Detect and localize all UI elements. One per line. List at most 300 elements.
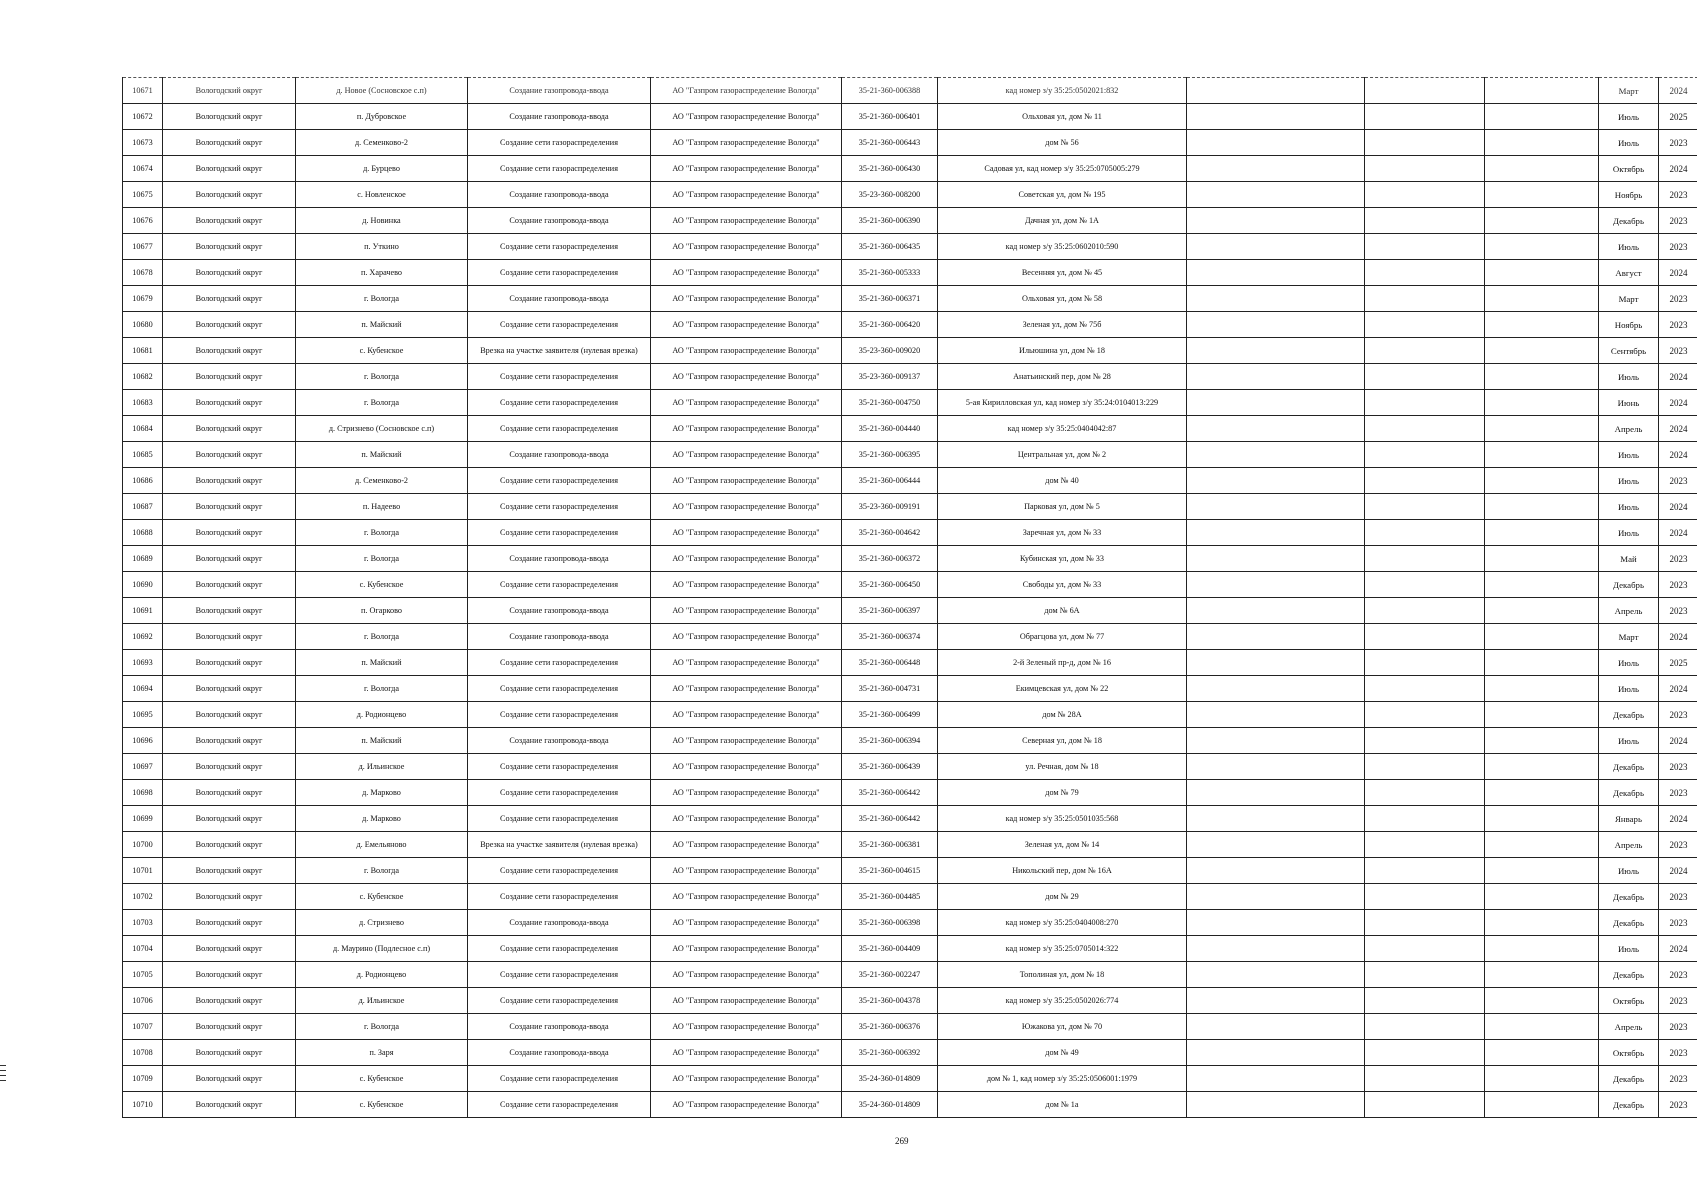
- cell-month: Декабрь: [1599, 1092, 1659, 1118]
- cell-application-number: 35-21-360-005333: [842, 260, 938, 286]
- table-row: [123, 234, 1697, 260]
- cell-organization: АО "Газпром газораспределение Вологда": [651, 728, 842, 754]
- cell-row-number: 10675: [123, 182, 163, 208]
- cell-district: Вологодский округ: [163, 572, 296, 598]
- cell-organization: АО "Газпром газораспределение Вологда": [651, 494, 842, 520]
- cell-address: Южакова ул, дом № 70: [938, 1014, 1187, 1040]
- cell-empty: [1365, 130, 1485, 156]
- cell-work-type: Создание сети газораспределения: [468, 676, 651, 702]
- cell-year: 2023: [1659, 468, 1697, 494]
- cell-application-number: 35-21-360-004750: [842, 390, 938, 416]
- cell-month: Июнь: [1599, 390, 1659, 416]
- cell-year: 2023: [1659, 1092, 1697, 1118]
- cell-application-number: 35-21-360-006430: [842, 156, 938, 182]
- cell-empty: [1485, 1066, 1599, 1092]
- cell-empty: [1365, 650, 1485, 676]
- cell-settlement: с. Кубенское: [296, 338, 468, 364]
- cell-empty: [1187, 858, 1365, 884]
- table-row: [123, 286, 1697, 312]
- cell-organization: АО "Газпром газораспределение Вологда": [651, 468, 842, 494]
- cell-address: дом № 28А: [938, 702, 1187, 728]
- cell-row-number: 10676: [123, 208, 163, 234]
- cell-settlement: п. Харачево: [296, 260, 468, 286]
- cell-month: Декабрь: [1599, 780, 1659, 806]
- cell-settlement: д. Ильинское: [296, 754, 468, 780]
- cell-organization: АО "Газпром газораспределение Вологда": [651, 832, 842, 858]
- cell-address: Дачная ул, дом № 1А: [938, 208, 1187, 234]
- cell-work-type: Создание сети газораспределения: [468, 806, 651, 832]
- table-row: [123, 364, 1697, 390]
- cell-year: 2025: [1659, 104, 1697, 130]
- cell-year: 2023: [1659, 546, 1697, 572]
- cell-empty: [1365, 260, 1485, 286]
- cell-organization: АО "Газпром газораспределение Вологда": [651, 624, 842, 650]
- cell-settlement: п. Дубровское: [296, 104, 468, 130]
- cell-empty: [1187, 598, 1365, 624]
- cell-year: 2023: [1659, 780, 1697, 806]
- cell-year: 2023: [1659, 286, 1697, 312]
- cell-district: Вологодский округ: [163, 858, 296, 884]
- cell-empty: [1187, 78, 1365, 104]
- cell-district: Вологодский округ: [163, 1092, 296, 1118]
- cell-work-type: Создание сети газораспределения: [468, 234, 651, 260]
- cell-application-number: 35-21-360-006371: [842, 286, 938, 312]
- cell-year: 2023: [1659, 312, 1697, 338]
- cell-organization: АО "Газпром газораспределение Вологда": [651, 1040, 842, 1066]
- cell-address: дом № 1а: [938, 1092, 1187, 1118]
- table-row: [123, 988, 1697, 1014]
- cell-empty: [1187, 468, 1365, 494]
- cell-district: Вологодский округ: [163, 468, 296, 494]
- cell-empty: [1187, 884, 1365, 910]
- cell-empty: [1365, 182, 1485, 208]
- cell-year: 2024: [1659, 416, 1697, 442]
- cell-empty: [1485, 572, 1599, 598]
- cell-empty: [1187, 286, 1365, 312]
- cell-empty: [1187, 728, 1365, 754]
- table-row: [123, 312, 1697, 338]
- cell-empty: [1365, 1066, 1485, 1092]
- cell-district: Вологодский округ: [163, 676, 296, 702]
- cell-address: кад номер з/у 35:25:0404008:270: [938, 910, 1187, 936]
- cell-address: дом № 29: [938, 884, 1187, 910]
- table-row: [123, 884, 1697, 910]
- cell-address: дом № 56: [938, 130, 1187, 156]
- cell-empty: [1187, 806, 1365, 832]
- cell-settlement: г. Вологда: [296, 286, 468, 312]
- cell-row-number: 10692: [123, 624, 163, 650]
- cell-empty: [1485, 364, 1599, 390]
- cell-empty: [1365, 858, 1485, 884]
- cell-empty: [1187, 156, 1365, 182]
- cell-address: Зеленая ул, дом № 14: [938, 832, 1187, 858]
- cell-month: Июль: [1599, 650, 1659, 676]
- cell-empty: [1485, 468, 1599, 494]
- cell-district: Вологодский округ: [163, 312, 296, 338]
- table-row: [123, 910, 1697, 936]
- cell-district: Вологодский округ: [163, 260, 296, 286]
- cell-address: кад номер з/у 35:25:0502021:832: [938, 78, 1187, 104]
- cell-application-number: 35-23-360-008200: [842, 182, 938, 208]
- cell-work-type: Создание сети газораспределения: [468, 650, 651, 676]
- cell-empty: [1365, 442, 1485, 468]
- cell-organization: АО "Газпром газораспределение Вологда": [651, 156, 842, 182]
- cell-year: 2024: [1659, 78, 1697, 104]
- cell-year: 2023: [1659, 702, 1697, 728]
- cell-empty: [1365, 156, 1485, 182]
- data-table: [122, 77, 1697, 1118]
- cell-district: Вологодский округ: [163, 754, 296, 780]
- cell-empty: [1187, 364, 1365, 390]
- cell-application-number: 35-24-360-014809: [842, 1092, 938, 1118]
- cell-year: 2023: [1659, 1040, 1697, 1066]
- cell-empty: [1365, 468, 1485, 494]
- cell-row-number: 10706: [123, 988, 163, 1014]
- cell-empty: [1485, 312, 1599, 338]
- cell-settlement: п. Надеево: [296, 494, 468, 520]
- cell-month: Октябрь: [1599, 988, 1659, 1014]
- cell-address: дом № 6А: [938, 598, 1187, 624]
- cell-empty: [1485, 780, 1599, 806]
- cell-address: Тополиная ул, дом № 18: [938, 962, 1187, 988]
- cell-empty: [1485, 1092, 1599, 1118]
- cell-year: 2024: [1659, 156, 1697, 182]
- cell-empty: [1485, 130, 1599, 156]
- cell-work-type: Создание сети газораспределения: [468, 416, 651, 442]
- scan-edge-marks: [0, 1065, 6, 1085]
- cell-district: Вологодский округ: [163, 832, 296, 858]
- cell-address: ул. Речная, дом № 18: [938, 754, 1187, 780]
- cell-organization: АО "Газпром газораспределение Вологда": [651, 598, 842, 624]
- cell-district: Вологодский округ: [163, 624, 296, 650]
- cell-empty: [1187, 104, 1365, 130]
- cell-district: Вологодский округ: [163, 546, 296, 572]
- cell-empty: [1485, 182, 1599, 208]
- cell-application-number: 35-21-360-006390: [842, 208, 938, 234]
- table-row: [123, 1040, 1697, 1066]
- cell-organization: АО "Газпром газораспределение Вологда": [651, 104, 842, 130]
- cell-district: Вологодский округ: [163, 1014, 296, 1040]
- cell-work-type: Создание газопровода-ввода: [468, 208, 651, 234]
- cell-year: 2023: [1659, 338, 1697, 364]
- cell-work-type: Создание сети газораспределения: [468, 1066, 651, 1092]
- cell-work-type: Создание сети газораспределения: [468, 390, 651, 416]
- cell-year: 2024: [1659, 364, 1697, 390]
- cell-organization: АО "Газпром газораспределение Вологда": [651, 520, 842, 546]
- cell-application-number: 35-21-360-006372: [842, 546, 938, 572]
- cell-settlement: д. Семенково-2: [296, 130, 468, 156]
- table-row: [123, 468, 1697, 494]
- cell-organization: АО "Газпром газораспределение Вологда": [651, 858, 842, 884]
- cell-month: Апрель: [1599, 598, 1659, 624]
- cell-address: Анатьинский пер, дом № 28: [938, 364, 1187, 390]
- table-row: [123, 780, 1697, 806]
- cell-month: Декабрь: [1599, 962, 1659, 988]
- cell-address: Никольский пер, дом № 16А: [938, 858, 1187, 884]
- cell-row-number: 10689: [123, 546, 163, 572]
- cell-district: Вологодский округ: [163, 806, 296, 832]
- cell-district: Вологодский округ: [163, 286, 296, 312]
- cell-settlement: с. Новленское: [296, 182, 468, 208]
- cell-application-number: 35-21-360-006443: [842, 130, 938, 156]
- cell-empty: [1365, 1040, 1485, 1066]
- cell-organization: АО "Газпром газораспределение Вологда": [651, 702, 842, 728]
- cell-month: Декабрь: [1599, 884, 1659, 910]
- cell-month: Июль: [1599, 494, 1659, 520]
- cell-empty: [1365, 702, 1485, 728]
- cell-month: Декабрь: [1599, 1066, 1659, 1092]
- cell-row-number: 10694: [123, 676, 163, 702]
- cell-district: Вологодский округ: [163, 962, 296, 988]
- cell-application-number: 35-21-360-006448: [842, 650, 938, 676]
- cell-district: Вологодский округ: [163, 416, 296, 442]
- table-row: [123, 130, 1697, 156]
- cell-empty: [1187, 130, 1365, 156]
- cell-row-number: 10702: [123, 884, 163, 910]
- cell-organization: АО "Газпром газораспределение Вологда": [651, 754, 842, 780]
- cell-district: Вологодский округ: [163, 936, 296, 962]
- cell-district: Вологодский округ: [163, 910, 296, 936]
- cell-district: Вологодский округ: [163, 104, 296, 130]
- cell-row-number: 10680: [123, 312, 163, 338]
- cell-row-number: 10707: [123, 1014, 163, 1040]
- table-row: [123, 1014, 1697, 1040]
- cell-month: Июль: [1599, 364, 1659, 390]
- cell-settlement: с. Кубенское: [296, 572, 468, 598]
- cell-empty: [1187, 442, 1365, 468]
- cell-settlement: д. Марково: [296, 780, 468, 806]
- cell-application-number: 35-21-360-006381: [842, 832, 938, 858]
- cell-empty: [1365, 884, 1485, 910]
- cell-row-number: 10671: [123, 78, 163, 104]
- cell-work-type: Создание сети газораспределения: [468, 936, 651, 962]
- cell-empty: [1485, 1040, 1599, 1066]
- cell-organization: АО "Газпром газораспределение Вологда": [651, 962, 842, 988]
- cell-empty: [1365, 364, 1485, 390]
- cell-settlement: п. Майский: [296, 728, 468, 754]
- cell-empty: [1187, 234, 1365, 260]
- cell-application-number: 35-21-360-004615: [842, 858, 938, 884]
- cell-application-number: 35-23-360-009020: [842, 338, 938, 364]
- cell-organization: АО "Газпром газораспределение Вологда": [651, 988, 842, 1014]
- cell-district: Вологодский округ: [163, 390, 296, 416]
- cell-empty: [1187, 182, 1365, 208]
- cell-empty: [1365, 104, 1485, 130]
- cell-organization: АО "Газпром газораспределение Вологда": [651, 676, 842, 702]
- cell-work-type: Врезка на участке заявителя (нулевая врезка): [468, 832, 651, 858]
- cell-empty: [1365, 936, 1485, 962]
- cell-year: 2023: [1659, 910, 1697, 936]
- cell-work-type: Врезка на участке заявителя (нулевая врезка): [468, 338, 651, 364]
- cell-empty: [1187, 1040, 1365, 1066]
- cell-address: Заречная ул, дом № 33: [938, 520, 1187, 546]
- table-row: [123, 520, 1697, 546]
- cell-work-type: Создание газопровода-ввода: [468, 598, 651, 624]
- cell-work-type: Создание газопровода-ввода: [468, 1040, 651, 1066]
- cell-empty: [1365, 728, 1485, 754]
- cell-empty: [1365, 208, 1485, 234]
- cell-row-number: 10697: [123, 754, 163, 780]
- cell-settlement: д. Маурино (Подлесное с.п): [296, 936, 468, 962]
- cell-empty: [1187, 962, 1365, 988]
- cell-empty: [1485, 884, 1599, 910]
- cell-settlement: д. Ильинское: [296, 988, 468, 1014]
- cell-settlement: г. Вологда: [296, 858, 468, 884]
- cell-empty: [1485, 650, 1599, 676]
- table-row: [123, 1066, 1697, 1092]
- cell-empty: [1365, 416, 1485, 442]
- table-row: [123, 1092, 1697, 1118]
- cell-month: Апрель: [1599, 832, 1659, 858]
- cell-month: Октябрь: [1599, 1040, 1659, 1066]
- cell-empty: [1485, 390, 1599, 416]
- table-row: [123, 598, 1697, 624]
- cell-month: Июль: [1599, 520, 1659, 546]
- cell-organization: АО "Газпром газораспределение Вологда": [651, 390, 842, 416]
- cell-district: Вологодский округ: [163, 442, 296, 468]
- cell-month: Ноябрь: [1599, 312, 1659, 338]
- cell-empty: [1485, 624, 1599, 650]
- table-row: [123, 182, 1697, 208]
- cell-application-number: 35-21-360-006376: [842, 1014, 938, 1040]
- cell-empty: [1485, 858, 1599, 884]
- cell-address: Ильюшина ул, дом № 18: [938, 338, 1187, 364]
- cell-organization: АО "Газпром газораспределение Вологда": [651, 884, 842, 910]
- cell-empty: [1365, 910, 1485, 936]
- cell-application-number: 35-21-360-006401: [842, 104, 938, 130]
- cell-year: 2024: [1659, 494, 1697, 520]
- cell-address: Ольховая ул, дом № 58: [938, 286, 1187, 312]
- cell-year: 2023: [1659, 234, 1697, 260]
- cell-organization: АО "Газпром газораспределение Вологда": [651, 364, 842, 390]
- cell-settlement: с. Кубенское: [296, 1092, 468, 1118]
- cell-month: Декабрь: [1599, 702, 1659, 728]
- cell-work-type: Создание сети газораспределения: [468, 1092, 651, 1118]
- cell-month: Март: [1599, 624, 1659, 650]
- cell-empty: [1187, 312, 1365, 338]
- cell-district: Вологодский округ: [163, 78, 296, 104]
- cell-year: 2024: [1659, 624, 1697, 650]
- cell-organization: АО "Газпром газораспределение Вологда": [651, 572, 842, 598]
- cell-organization: АО "Газпром газораспределение Вологда": [651, 1092, 842, 1118]
- cell-empty: [1365, 312, 1485, 338]
- cell-empty: [1187, 572, 1365, 598]
- cell-settlement: п. Огарково: [296, 598, 468, 624]
- cell-empty: [1187, 936, 1365, 962]
- cell-settlement: д. Стризнево (Сосновское с.п): [296, 416, 468, 442]
- table-row: [123, 208, 1697, 234]
- cell-row-number: 10684: [123, 416, 163, 442]
- cell-settlement: п. Майский: [296, 442, 468, 468]
- cell-work-type: Создание газопровода-ввода: [468, 546, 651, 572]
- cell-month: Апрель: [1599, 1014, 1659, 1040]
- cell-row-number: 10682: [123, 364, 163, 390]
- cell-empty: [1365, 598, 1485, 624]
- cell-year: 2024: [1659, 936, 1697, 962]
- cell-organization: АО "Газпром газораспределение Вологда": [651, 130, 842, 156]
- cell-empty: [1485, 728, 1599, 754]
- cell-work-type: Создание сети газораспределения: [468, 468, 651, 494]
- cell-application-number: 35-21-360-004485: [842, 884, 938, 910]
- cell-application-number: 35-21-360-002247: [842, 962, 938, 988]
- cell-organization: АО "Газпром газораспределение Вологда": [651, 182, 842, 208]
- cell-row-number: 10709: [123, 1066, 163, 1092]
- cell-work-type: Создание сети газораспределения: [468, 520, 651, 546]
- cell-empty: [1485, 286, 1599, 312]
- cell-address: Свободы ул, дом № 33: [938, 572, 1187, 598]
- cell-year: 2024: [1659, 676, 1697, 702]
- cell-address: 5-ая Кирилловская ул, кад номер з/у 35:24:0104013:229: [938, 390, 1187, 416]
- table-row: [123, 702, 1697, 728]
- cell-application-number: 35-21-360-004731: [842, 676, 938, 702]
- cell-work-type: Создание сети газораспределения: [468, 364, 651, 390]
- table-row: [123, 650, 1697, 676]
- cell-empty: [1187, 416, 1365, 442]
- cell-empty: [1365, 832, 1485, 858]
- cell-year: 2023: [1659, 1014, 1697, 1040]
- cell-row-number: 10673: [123, 130, 163, 156]
- cell-organization: АО "Газпром газораспределение Вологда": [651, 1014, 842, 1040]
- cell-settlement: г. Вологда: [296, 390, 468, 416]
- cell-settlement: г. Вологда: [296, 624, 468, 650]
- cell-month: Май: [1599, 546, 1659, 572]
- cell-organization: АО "Газпром газораспределение Вологда": [651, 338, 842, 364]
- cell-settlement: д. Новинка: [296, 208, 468, 234]
- cell-district: Вологодский округ: [163, 364, 296, 390]
- cell-district: Вологодский округ: [163, 182, 296, 208]
- cell-application-number: 35-21-360-006450: [842, 572, 938, 598]
- cell-month: Сентябрь: [1599, 338, 1659, 364]
- cell-application-number: 35-21-360-006444: [842, 468, 938, 494]
- cell-application-number: 35-21-360-004378: [842, 988, 938, 1014]
- cell-work-type: Создание сети газораспределения: [468, 858, 651, 884]
- cell-application-number: 35-21-360-006394: [842, 728, 938, 754]
- cell-empty: [1485, 988, 1599, 1014]
- cell-empty: [1485, 234, 1599, 260]
- cell-district: Вологодский округ: [163, 1040, 296, 1066]
- cell-organization: АО "Газпром газораспределение Вологда": [651, 910, 842, 936]
- cell-address: дом № 40: [938, 468, 1187, 494]
- table-row: [123, 676, 1697, 702]
- cell-row-number: 10701: [123, 858, 163, 884]
- table-row: [123, 572, 1697, 598]
- cell-settlement: с. Кубенское: [296, 1066, 468, 1092]
- cell-year: 2024: [1659, 520, 1697, 546]
- cell-application-number: 35-21-360-006374: [842, 624, 938, 650]
- cell-address: Екимцевская ул, дом № 22: [938, 676, 1187, 702]
- cell-application-number: 35-24-360-014809: [842, 1066, 938, 1092]
- cell-empty: [1187, 1066, 1365, 1092]
- cell-empty: [1187, 780, 1365, 806]
- cell-month: Июль: [1599, 936, 1659, 962]
- cell-work-type: Создание сети газораспределения: [468, 260, 651, 286]
- table-row: [123, 962, 1697, 988]
- cell-settlement: д. Новое (Сосновское с.п): [296, 78, 468, 104]
- cell-empty: [1187, 702, 1365, 728]
- table-row: [123, 546, 1697, 572]
- cell-empty: [1187, 338, 1365, 364]
- cell-work-type: Создание сети газораспределения: [468, 572, 651, 598]
- cell-year: 2024: [1659, 806, 1697, 832]
- cell-month: Декабрь: [1599, 910, 1659, 936]
- cell-work-type: Создание сети газораспределения: [468, 156, 651, 182]
- cell-month: Январь: [1599, 806, 1659, 832]
- cell-empty: [1187, 390, 1365, 416]
- cell-application-number: 35-21-360-006442: [842, 780, 938, 806]
- cell-organization: АО "Газпром газораспределение Вологда": [651, 650, 842, 676]
- cell-application-number: 35-23-360-009191: [842, 494, 938, 520]
- cell-row-number: 10705: [123, 962, 163, 988]
